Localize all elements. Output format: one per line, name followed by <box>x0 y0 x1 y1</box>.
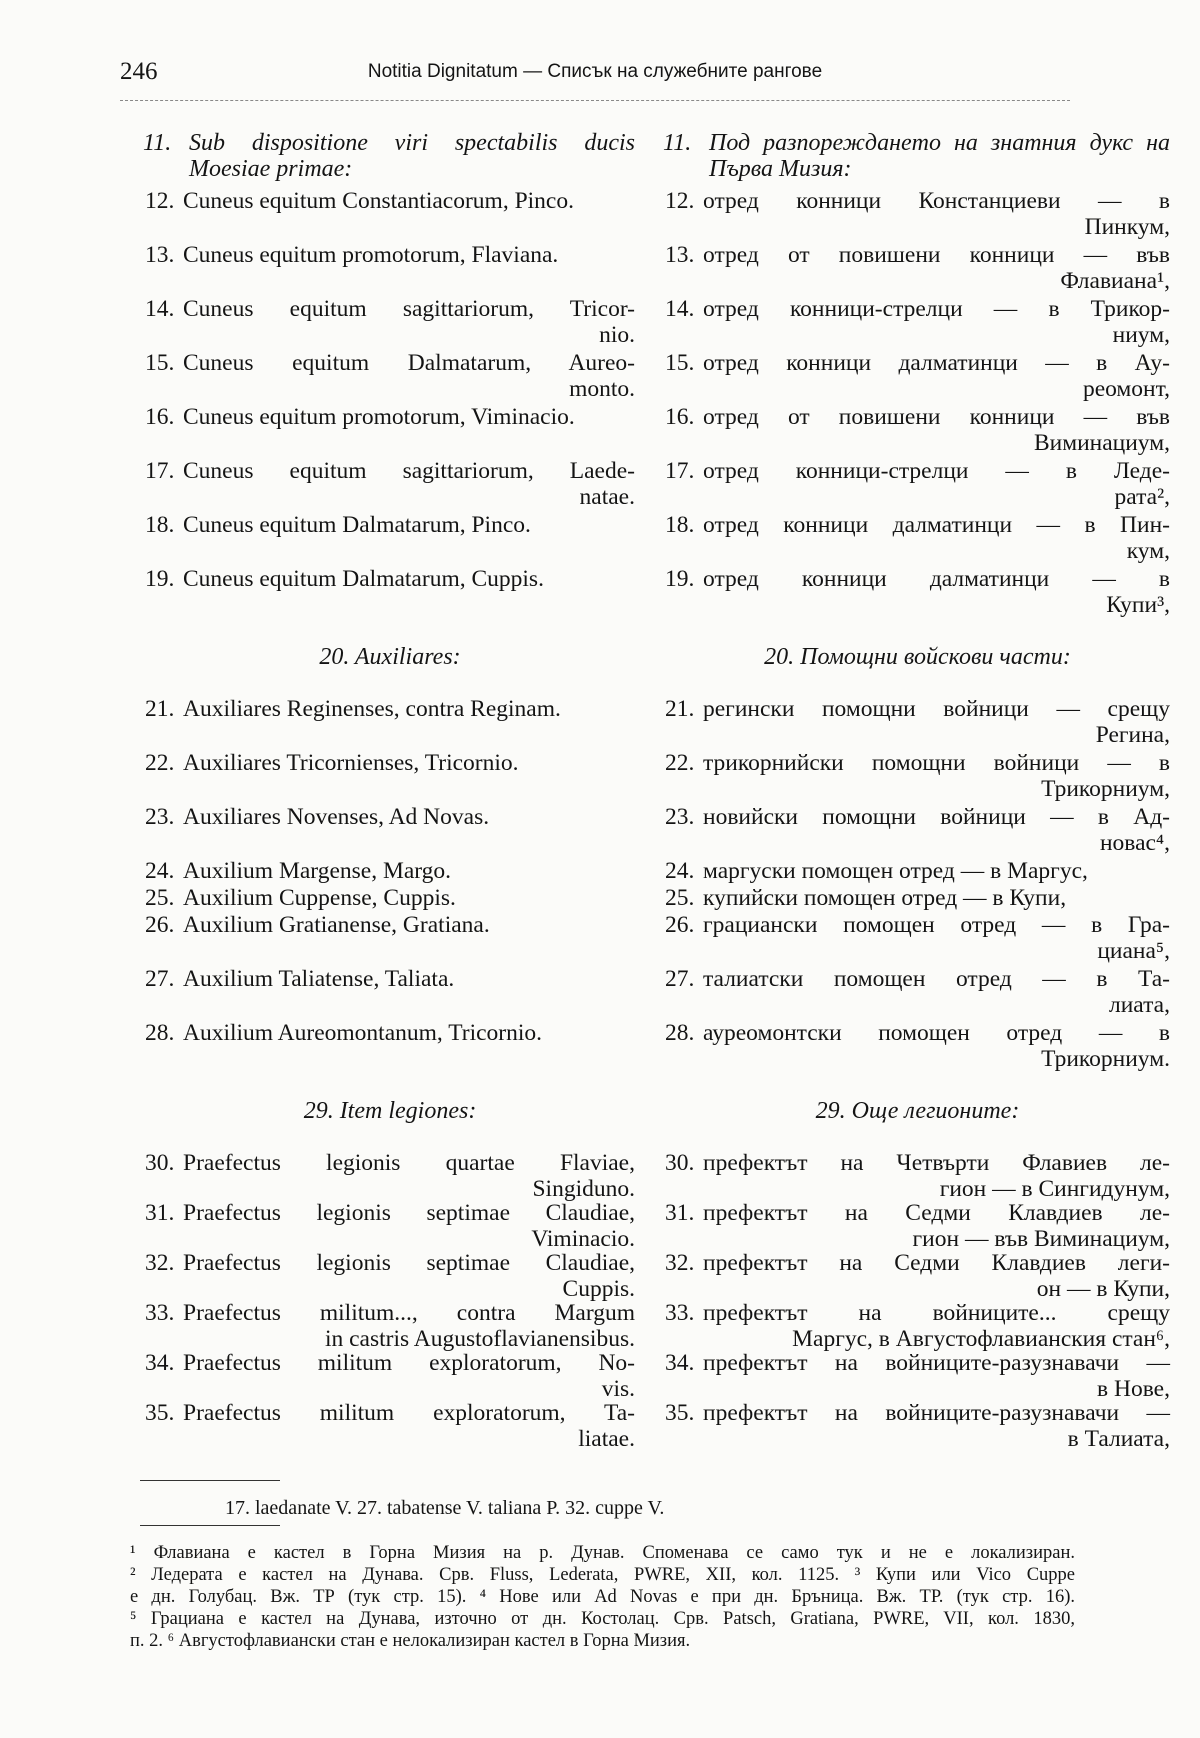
item-text: префектът на Четвърти Флавиев ле- <box>703 1150 1170 1176</box>
latin-heading <box>145 130 635 188</box>
list-item <box>145 188 635 242</box>
list-item <box>145 350 635 404</box>
item-text: Cuneus equitum Dalmatarum, Pinco. <box>183 512 531 538</box>
item-number: 34. <box>665 1350 695 1376</box>
footnotes <box>130 1542 1075 1652</box>
item-number: 14. <box>665 296 695 322</box>
list-item <box>665 242 1170 296</box>
item-number: 31. <box>145 1200 175 1226</box>
item-text: Auxiliares Reginenses, contra Reginam. <box>183 696 561 722</box>
item-text-continued: кум, <box>1126 538 1170 564</box>
item-number: 25. <box>145 885 175 911</box>
item-text-continued: реомонт, <box>1082 376 1170 402</box>
item-text-continued: nio. <box>599 322 635 348</box>
list-item <box>145 912 635 966</box>
list-item <box>145 696 635 750</box>
item-text-continued: в Нове, <box>1097 1376 1170 1402</box>
apparatus-rule <box>140 1480 280 1481</box>
item-number: 13. <box>145 242 175 268</box>
item-text: Cuneus equitum Dalmatarum, Cuppis. <box>183 566 544 592</box>
item-text: Auxilium Gratianense, Gratiana. <box>183 912 490 938</box>
item-text: префектът на войниците-разузнавачи — <box>703 1400 1170 1426</box>
item-text-continued: ниум, <box>1112 322 1170 348</box>
item-number: 14. <box>145 296 175 322</box>
item-text: префектът на Седми Клавдиев ле- <box>703 1200 1170 1226</box>
item-number: 24. <box>665 858 695 884</box>
item-text: трикорнийски помощни войници — в <box>703 750 1170 776</box>
list-item <box>145 858 635 885</box>
item-text-continued: monto. <box>569 376 635 402</box>
list-item <box>665 1300 1170 1350</box>
item-number: 16. <box>665 404 695 430</box>
list-item <box>665 512 1170 566</box>
item-text: Auxiliares Novenses, Ad Novas. <box>183 804 490 830</box>
item-text-continued: Трикорниум. <box>1041 1046 1170 1072</box>
list-item <box>145 750 635 804</box>
item-text: Praefectus militum..., contra Margum <box>183 1300 635 1326</box>
list-item <box>665 1250 1170 1300</box>
item-text: ауреомонтски помощен отред — в <box>703 1020 1170 1046</box>
item-number: 21. <box>665 696 695 722</box>
item-number: 25. <box>665 885 695 911</box>
item-text: Auxilium Cuppense, Cuppis. <box>183 885 456 911</box>
item-text: префектът на Седми Клавдиев леги- <box>703 1250 1170 1276</box>
item-text: Cuneus equitum sagittariorum, Tricor- <box>183 296 635 322</box>
footnotes-rule <box>140 1525 280 1526</box>
list-item <box>145 404 635 458</box>
item-number: 27. <box>665 966 695 992</box>
bulgarian-column <box>665 130 1170 1450</box>
list-item <box>145 512 635 566</box>
item-text: Auxilium Margense, Margo. <box>183 858 452 884</box>
item-text-continued: liatae. <box>578 1426 635 1452</box>
item-text: Auxilium Aureomontanum, Tricornio. <box>183 1020 543 1046</box>
item-text-continued: он — в Купи, <box>1036 1276 1170 1302</box>
list-item <box>145 458 635 512</box>
list-item <box>145 1150 635 1200</box>
item-number: 13. <box>665 242 695 268</box>
heading-text: Sub dispositione viri spectabilis ducis Moesiae primae: <box>189 130 635 182</box>
list-item <box>145 1400 635 1450</box>
list-item <box>665 404 1170 458</box>
latin-section-auxiliares: 20. Auxiliares: <box>319 644 461 670</box>
item-text-continued: циана⁵, <box>1097 938 1170 964</box>
item-number: 15. <box>145 350 175 376</box>
item-number: 28. <box>665 1020 695 1046</box>
latin-entries-2 <box>145 696 635 1074</box>
item-text: Praefectus legionis septimae Claudiae, <box>183 1200 635 1226</box>
item-text: отред от повишени конници — във <box>703 404 1170 430</box>
list-item <box>145 1020 635 1074</box>
item-text-continued: Cuppis. <box>562 1276 635 1302</box>
item-text: отред конници-стрелци — в Трикор- <box>703 296 1170 322</box>
item-text: отред конници Констанциеви — в <box>703 188 1170 214</box>
list-item <box>145 296 635 350</box>
item-text: Praefectus legionis quartae Flaviae, <box>183 1150 635 1176</box>
latin-section-legiones: 29. Item legiones: <box>303 1098 477 1124</box>
item-text-continued: Viminacio. <box>531 1226 635 1252</box>
item-number: 26. <box>145 912 175 938</box>
item-number: 22. <box>665 750 695 776</box>
item-text-continued: Виминациум, <box>1033 430 1170 456</box>
list-item <box>145 1300 635 1350</box>
list-item <box>665 966 1170 1020</box>
item-number: 33. <box>145 1300 175 1326</box>
list-item <box>145 804 635 858</box>
item-number: 15. <box>665 350 695 376</box>
item-number: 28. <box>145 1020 175 1046</box>
item-text: Cuneus equitum sagittariorum, Laede- <box>183 458 635 484</box>
item-number: 23. <box>145 804 175 830</box>
item-number: 16. <box>145 404 175 430</box>
item-text: новийски помощни войници — в Ад- <box>703 804 1170 830</box>
item-text: отред конници далматинци — в Ау- <box>703 350 1170 376</box>
item-text-continued: Регина, <box>1095 722 1170 748</box>
list-item <box>665 696 1170 750</box>
list-item <box>665 885 1170 912</box>
footnote-line: п. 2. ⁶ Августофлавиански стан е нелокализиран кастел в Горна Мизия. <box>130 1631 691 1651</box>
item-text: талиатски помощен отред — в Та- <box>703 966 1170 992</box>
list-item <box>665 804 1170 858</box>
list-item <box>665 1400 1170 1450</box>
item-number: 30. <box>665 1150 695 1176</box>
item-number: 34. <box>145 1350 175 1376</box>
item-text-continued: гион — в Сингидунум, <box>939 1176 1170 1202</box>
item-number: 22. <box>145 750 175 776</box>
bulgarian-entries-2 <box>665 696 1170 1074</box>
item-text-continued: Трикорниум, <box>1041 776 1170 802</box>
item-text-continued: в Талиата, <box>1067 1426 1170 1452</box>
list-item <box>145 966 635 1020</box>
item-text: Cuneus equitum Dalmatarum, Aureo- <box>183 350 635 376</box>
item-text: префектът на войниците... срещу <box>703 1300 1170 1326</box>
item-number: 30. <box>145 1150 175 1176</box>
footnote-line: ¹ Флавиана е кастел в Горна Мизия на р. Дунав. Споменава се само тук и не е локализиран. <box>130 1543 1075 1563</box>
item-text-continued: natae. <box>579 484 635 510</box>
item-text-continued: Флавиана¹, <box>1060 268 1170 294</box>
heading-text: Под разпорежданeто на знатния дукс на Първа Мизия: <box>709 130 1170 182</box>
item-number: 24. <box>145 858 175 884</box>
item-number: 32. <box>665 1250 695 1276</box>
running-title: Notitia Dignitatum — Списък на служебните рангове <box>367 61 823 82</box>
item-text: отред от повишени конници — във <box>703 242 1170 268</box>
list-item <box>665 1200 1170 1250</box>
item-text: Praefectus militum exploratorum, Ta- <box>183 1400 635 1426</box>
list-item <box>665 1020 1170 1074</box>
item-number: 32. <box>145 1250 175 1276</box>
item-text: отред конници далматинци — в Пин- <box>703 512 1170 538</box>
list-item <box>665 750 1170 804</box>
item-text-continued: гион — във Виминациум, <box>912 1226 1170 1252</box>
item-number: 21. <box>145 696 175 722</box>
critical-apparatus: 17. laedanate V. 27. tabatense V. taliana P. 32. cuppe V. <box>225 1497 665 1519</box>
item-text-continued: рата², <box>1114 484 1170 510</box>
latin-entries-1 <box>145 188 635 620</box>
item-text-continued: Singiduno. <box>532 1176 635 1202</box>
item-text: Praefectus militum exploratorum, No- <box>183 1350 635 1376</box>
item-text: Cuneus equitum promotorum, Viminacio. <box>183 404 575 430</box>
bulgarian-entries-3 <box>665 1150 1170 1450</box>
item-number: 23. <box>665 804 695 830</box>
list-item <box>665 1150 1170 1200</box>
item-number: 17. <box>665 458 695 484</box>
list-item <box>145 1350 635 1400</box>
list-item <box>145 566 635 620</box>
heading-number: 11. <box>143 130 172 156</box>
footnote-line: ⁵ Грациана е кастел на Дунава, източно от дн. Костолац. Срв. Patsch, Gratiana, PWRE, VII, кол. 1830, <box>130 1609 1075 1629</box>
bulgarian-entries-1 <box>665 188 1170 620</box>
footnote-line: ² Ледерата е кастел на Дунава. Срв. Fluss, Lederata, PWRE, XII, кол. 1125. ³ Купи или Vico Cuppe <box>130 1565 1075 1585</box>
item-text: Praefectus legionis septimae Claudiae, <box>183 1250 635 1276</box>
item-number: 18. <box>665 512 695 538</box>
bulgarian-heading <box>665 130 1170 188</box>
item-number: 31. <box>665 1200 695 1226</box>
list-item <box>665 188 1170 242</box>
item-number: 19. <box>145 566 175 592</box>
item-text: отред конници-стрелци — в Ледe- <box>703 458 1170 484</box>
list-item <box>665 566 1170 620</box>
item-number: 17. <box>145 458 175 484</box>
list-item <box>665 296 1170 350</box>
item-text: регински помощни войници — срещу <box>703 696 1170 722</box>
list-item <box>145 885 635 912</box>
item-number: 35. <box>665 1400 695 1426</box>
item-text: отред конници далматинци — в <box>703 566 1170 592</box>
list-item <box>665 912 1170 966</box>
item-text: Auxilium Taliatense, Taliata. <box>183 966 455 992</box>
item-text: купийски помощен отред — в Купи, <box>703 885 1067 911</box>
latin-entries-3 <box>145 1150 635 1450</box>
item-text: маргуски помощен отред — в Маргус, <box>703 858 1088 884</box>
item-text-continued: vis. <box>601 1376 635 1402</box>
item-text: Cuneus equitum promotorum, Flaviana. <box>183 242 559 268</box>
item-text-continued: Купи³, <box>1106 592 1170 618</box>
list-item <box>145 242 635 296</box>
item-text-continued: in castris Augustoflavianensibus. <box>324 1326 635 1352</box>
bulgarian-section-auxiliares: 20. Помощни войскови части: <box>764 644 1071 670</box>
page-header <box>120 58 1070 88</box>
heading-number: 11. <box>663 130 692 156</box>
item-text-continued: лиата, <box>1109 992 1170 1018</box>
item-number: 18. <box>145 512 175 538</box>
footnote-line: е дн. Голубац. Вж. ТР (тук стр. 15). ⁴ Нове или Ad Novas е при дн. Бръница. Вж. ТР. (тук стр. 16). <box>130 1587 1075 1607</box>
item-number: 12. <box>145 188 175 214</box>
bulgarian-section-legiones: 29. Още легионите: <box>815 1098 1020 1124</box>
list-item <box>665 1350 1170 1400</box>
page-number: 246 <box>120 58 158 85</box>
item-number: 27. <box>145 966 175 992</box>
item-text: грациански помощен отред — в Гра- <box>703 912 1170 938</box>
list-item <box>665 458 1170 512</box>
list-item <box>665 350 1170 404</box>
header-rule <box>120 100 1070 101</box>
list-item <box>145 1200 635 1250</box>
item-number: 33. <box>665 1300 695 1326</box>
item-text: Cuneus equitum Constantiacorum, Pinco. <box>183 188 574 214</box>
item-number: 19. <box>665 566 695 592</box>
item-text: префектът на войниците-разузнавачи — <box>703 1350 1170 1376</box>
item-text-continued: новас⁴, <box>1099 830 1170 856</box>
item-number: 26. <box>665 912 695 938</box>
latin-column <box>145 130 635 1450</box>
item-text-continued: Пинкум, <box>1084 214 1170 240</box>
item-number: 12. <box>665 188 695 214</box>
list-item <box>665 858 1170 885</box>
list-item <box>145 1250 635 1300</box>
item-number: 35. <box>145 1400 175 1426</box>
item-text: Auxiliares Tricornienses, Tricornio. <box>183 750 519 776</box>
item-text-continued: Маргус, в Августофлавианския стан⁶, <box>792 1326 1170 1352</box>
